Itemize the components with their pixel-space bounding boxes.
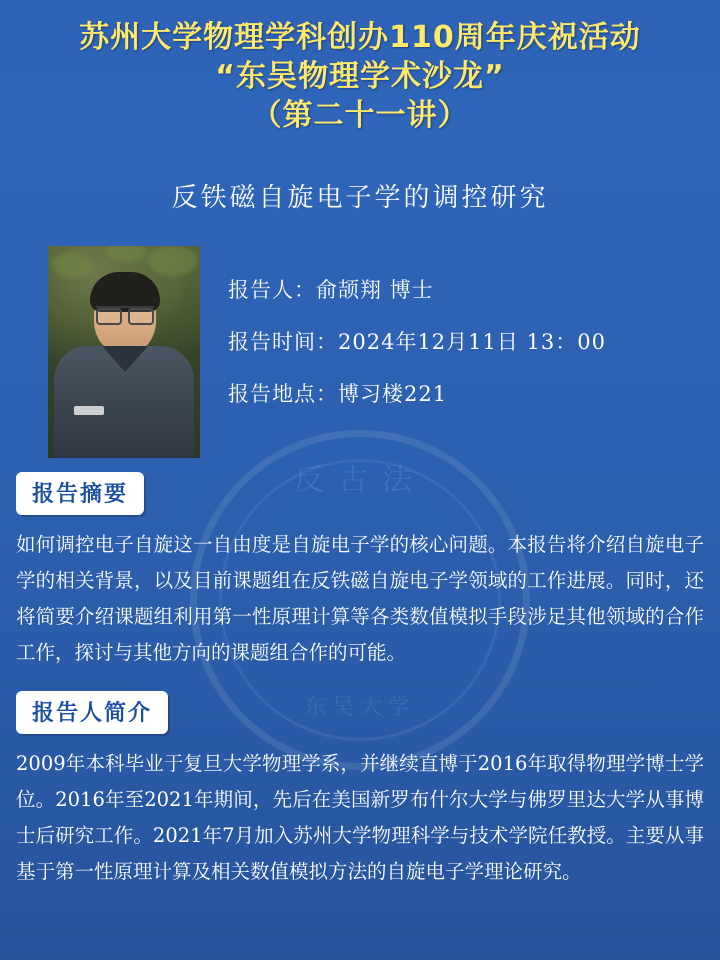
detail-time: 报告时间：2024年12月11日 13：00 [228, 330, 607, 354]
foliage-blur-2 [148, 246, 198, 276]
section-bio [0, 691, 720, 890]
photo-jacket-logo [74, 406, 104, 415]
watermark-text-secondary: 东吴大学 [303, 695, 416, 720]
talk-subtitle: 反铁磁自旋电子学的调控研究 [171, 183, 549, 213]
detail-speaker: 报告人：俞颉翔 博士 [228, 278, 434, 302]
talk-details [228, 264, 606, 420]
section-bio-body: 2009年本科毕业于复旦大学物理学系，并继续直博于2016年取得物理学博士学位。2016年至2021年期间，先后在美国新罗布什尔大学与佛罗里达大学从事博士后研究工作。2021年7月加入苏州大学物理科学与技术学院任教授。主要从事基于第一性原理计算及相关数值模拟方法的自旋电子学理论研究。 [16, 752, 704, 883]
title-line-3: （第二十一讲） [251, 98, 469, 133]
section-abstract-body: 如何调控电子自旋这一自由度是自旋电子学的核心问题。本报告将介绍自旋电子学的相关背景，以及目前课题组在反铁磁自旋电子学领域的工作进展。同时，还将简要介绍课题组利用第一性原理计算等各类数值模拟手段涉足其他领域的合作工作，探讨与其他方向的课题组合作的可能。 [16, 533, 704, 664]
watermark-text: 反古法 [294, 463, 426, 498]
detail-location: 报告地点：博习楼221 [228, 382, 448, 406]
section-abstract-heading: 报告摘要 [16, 472, 144, 515]
title-line-1: 苏州大学物理学科创办110周年庆祝活动 [79, 20, 641, 55]
speaker-info-row [0, 246, 720, 466]
photo-glasses-icon [96, 306, 154, 323]
poster-title [0, 0, 720, 135]
foliage-blur-1 [52, 252, 92, 278]
speaker-photo [48, 246, 200, 458]
section-bio-heading: 报告人简介 [16, 691, 168, 734]
section-abstract [0, 472, 720, 671]
title-line-2: “东吴物理学术沙龙” [215, 59, 505, 94]
